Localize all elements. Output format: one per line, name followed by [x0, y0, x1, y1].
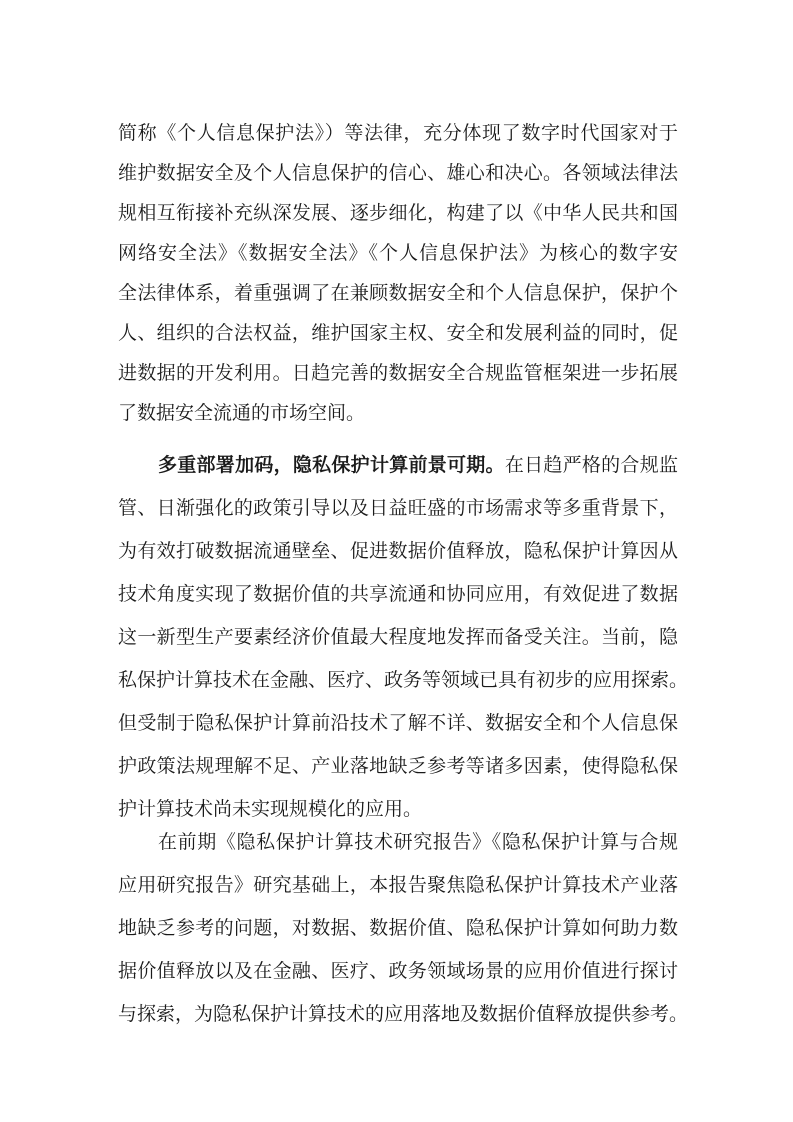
paragraph-1-line: 全法律体系，着重强调了在兼顾数据安全和个人信息保护，保护个: [118, 282, 678, 304]
paragraph-3-line: 应用研究报告》研究基础上，本报告聚焦隐私保护计算技术产业落: [118, 874, 678, 896]
paragraph-3-line: 据价值释放以及在金融、医疗、政务领域场景的应用价值进行探讨: [118, 960, 678, 982]
paragraph-2-heading: 多重部署加码，隐私保护计算前景可期。: [158, 454, 505, 476]
paragraph-2-line: 护计算技术尚未实现规模化的应用。: [118, 798, 423, 820]
paragraph-2-line: 这一新型生产要素经济价值最大程度地发挥而备受关注。当前，隐: [118, 626, 678, 648]
paragraph-2-first-line-text: 在日趋严格的合规监: [504, 454, 678, 476]
paragraph-3-line: 地缺乏参考的问题，对数据、数据价值、隐私保护计算如何助力数: [118, 917, 678, 939]
paragraph-1-line: 简称《个人信息保护法》）等法律，充分体现了数字时代国家对于: [118, 122, 678, 144]
paragraph-2-line: 私保护计算技术在金融、医疗、政务等领域已具有初步的应用探索。: [118, 669, 689, 691]
paragraph-3-line: 在前期《隐私保护计算技术研究报告》《隐私保护计算与合规: [158, 831, 678, 853]
paragraph-1-line: 进数据的开发利用。日趋完善的数据安全合规监管框架进一步拓展: [118, 362, 678, 384]
paragraph-2-line: 护政策法规理解不足、产业落地缺乏参考等诸多因素，使得隐私保: [118, 755, 678, 777]
paragraph-2-line: 技术角度实现了数据价值的共享流通和协同应用，有效促进了数据: [118, 583, 678, 605]
paragraph-1-line: 网络安全法》《数据安全法》《个人信息保护法》为核心的数字安: [118, 242, 678, 264]
paragraph-3-line: 与探索，为隐私保护计算技术的应用落地及数据价值释放提供参考。: [118, 1003, 689, 1025]
paragraph-1-line: 规相互衔接补充纵深发展、逐步细化，构建了以《中华人民共和国: [118, 202, 678, 224]
paragraph-2-line: 管、日渐强化的政策引导以及日益旺盛的市场需求等多重背景下，: [118, 497, 678, 519]
paragraph-2-first-line: [158, 445, 678, 485]
paragraph-1-line: 维护数据安全及个人信息保护的信心、雄心和决心。各领域法律法: [118, 162, 678, 184]
paragraph-1-line: 了数据安全流通的市场空间。: [118, 402, 366, 424]
paragraph-2-line: 为有效打破数据流通壁垒、促进数据价值释放，隐私保护计算因从: [118, 540, 678, 562]
paragraph-1-line: 人、组织的合法权益，维护国家主权、安全和发展利益的同时，促: [118, 322, 678, 344]
paragraph-2-line: 但受制于隐私保护计算前沿技术了解不详、数据安全和个人信息保: [118, 712, 678, 734]
